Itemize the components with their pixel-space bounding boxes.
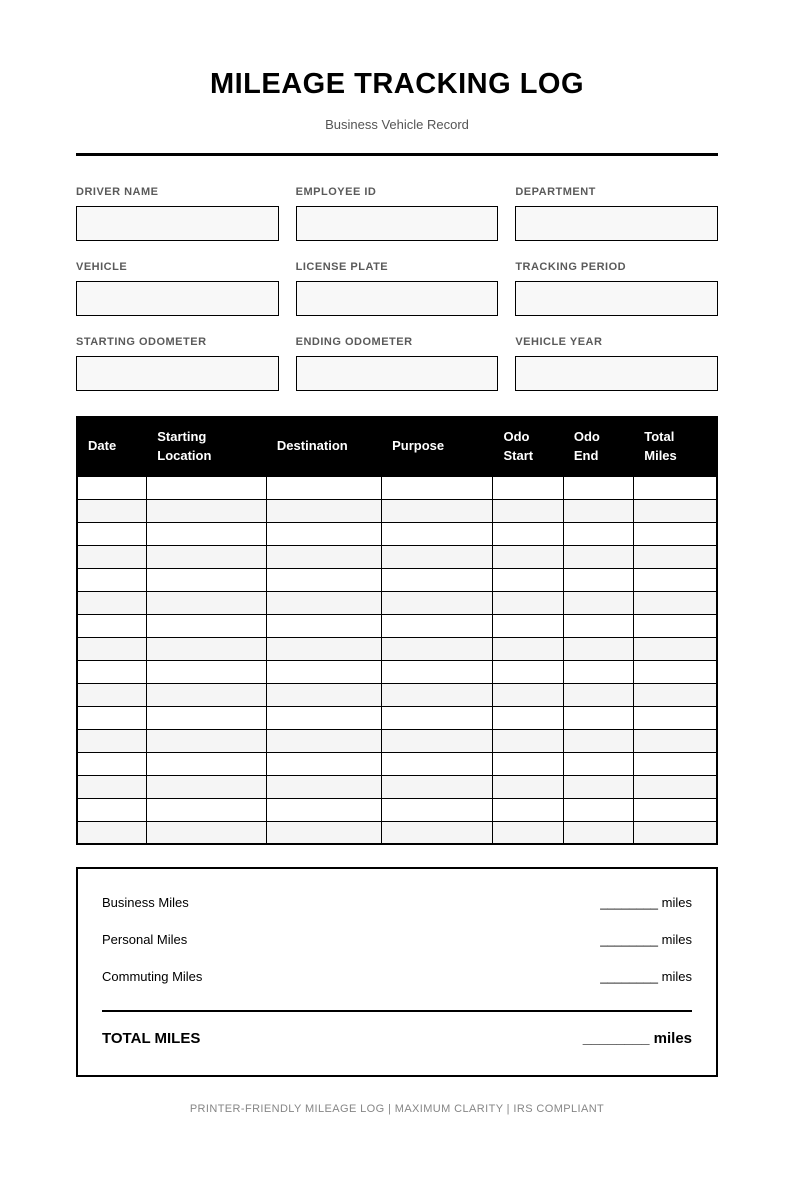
log-cell[interactable]	[147, 798, 267, 821]
log-cell[interactable]	[493, 591, 563, 614]
log-cell[interactable]	[266, 798, 381, 821]
log-cell[interactable]	[634, 752, 717, 775]
miles-summary-box	[76, 867, 718, 1077]
license-plate-input[interactable]	[296, 281, 499, 316]
log-cell[interactable]	[563, 821, 633, 844]
log-cell[interactable]	[634, 591, 717, 614]
log-table-body	[77, 476, 717, 844]
log-cell[interactable]	[563, 752, 633, 775]
log-cell[interactable]	[266, 637, 381, 660]
vehicle-year-input[interactable]	[515, 356, 718, 391]
log-cell[interactable]	[147, 706, 267, 729]
log-row	[77, 752, 717, 775]
starting-odometer-input[interactable]	[76, 356, 279, 391]
log-cell[interactable]	[634, 568, 717, 591]
log-cell[interactable]	[382, 522, 493, 545]
field-department	[515, 186, 718, 241]
log-cell[interactable]	[493, 476, 563, 499]
log-row	[77, 706, 717, 729]
total-miles-label: TOTAL MILES	[102, 1030, 201, 1047]
log-cell[interactable]	[563, 683, 633, 706]
log-cell[interactable]	[266, 545, 381, 568]
log-cell[interactable]	[634, 683, 717, 706]
log-row	[77, 775, 717, 798]
log-cell[interactable]	[634, 476, 717, 499]
personal-miles-blank[interactable]: ________ miles	[600, 932, 692, 947]
log-cell[interactable]	[147, 591, 267, 614]
log-cell[interactable]	[77, 568, 147, 591]
field-starting-odometer	[76, 336, 279, 391]
page-footer: PRINTER-FRIENDLY MILEAGE LOG | MAXIMUM CLARITY | IRS COMPLIANT	[189, 1103, 605, 1115]
field-ending-odometer	[296, 336, 499, 391]
info-field-grid	[76, 186, 718, 391]
commuting-miles-label: Commuting Miles	[102, 969, 203, 984]
log-row	[77, 499, 717, 522]
log-cell[interactable]	[266, 476, 381, 499]
log-cell[interactable]	[382, 545, 493, 568]
log-cell[interactable]	[77, 637, 147, 660]
log-cell[interactable]	[634, 775, 717, 798]
log-cell[interactable]	[634, 637, 717, 660]
column-header-date: Date	[77, 417, 147, 476]
log-cell[interactable]	[147, 499, 267, 522]
log-cell[interactable]	[147, 775, 267, 798]
log-cell[interactable]	[634, 729, 717, 752]
title-divider	[76, 153, 718, 156]
log-cell[interactable]	[77, 522, 147, 545]
summary-row-total	[102, 1030, 692, 1047]
field-tracking-period	[515, 261, 718, 316]
personal-miles-label: Personal Miles	[102, 932, 188, 947]
log-cell[interactable]	[493, 775, 563, 798]
log-row	[77, 637, 717, 660]
log-row	[77, 821, 717, 844]
field-vehicle-year	[515, 336, 718, 391]
log-cell[interactable]	[493, 729, 563, 752]
log-row	[77, 522, 717, 545]
page-title: MILEAGE TRACKING LOG	[209, 68, 585, 100]
field-label-license-plate: LICENSE PLATE	[295, 261, 389, 273]
log-cell[interactable]	[563, 591, 633, 614]
log-cell[interactable]	[493, 752, 563, 775]
log-cell[interactable]	[266, 499, 381, 522]
log-cell[interactable]	[266, 683, 381, 706]
summary-row-commuting	[102, 969, 692, 984]
log-cell[interactable]	[266, 522, 381, 545]
log-cell[interactable]	[563, 660, 633, 683]
log-cell[interactable]	[77, 660, 147, 683]
log-row	[77, 660, 717, 683]
log-cell[interactable]	[493, 706, 563, 729]
log-cell[interactable]	[77, 729, 147, 752]
log-row	[77, 568, 717, 591]
log-cell[interactable]	[382, 729, 493, 752]
page-subtitle: Business Vehicle Record	[325, 117, 469, 132]
log-cell[interactable]	[563, 476, 633, 499]
field-label-starting-odometer: STARTING ODOMETER	[76, 336, 207, 348]
log-row	[77, 545, 717, 568]
log-cell[interactable]	[147, 821, 267, 844]
log-cell[interactable]	[382, 775, 493, 798]
log-cell[interactable]	[77, 821, 147, 844]
log-cell[interactable]	[382, 683, 493, 706]
log-cell[interactable]	[382, 752, 493, 775]
log-cell[interactable]	[147, 522, 267, 545]
log-cell[interactable]	[382, 821, 493, 844]
log-cell[interactable]	[634, 522, 717, 545]
department-input[interactable]	[515, 206, 718, 241]
mileage-log-table	[76, 416, 718, 845]
summary-row-business	[102, 895, 692, 910]
log-cell[interactable]	[147, 476, 267, 499]
log-cell[interactable]	[77, 752, 147, 775]
log-cell[interactable]	[77, 476, 147, 499]
vehicle-input[interactable]	[76, 281, 279, 316]
log-cell[interactable]	[634, 706, 717, 729]
log-cell[interactable]	[493, 821, 563, 844]
log-cell[interactable]	[77, 545, 147, 568]
log-cell[interactable]	[77, 499, 147, 522]
log-cell[interactable]	[77, 614, 147, 637]
log-cell[interactable]	[266, 821, 381, 844]
total-miles-blank[interactable]: ________ miles	[582, 1030, 692, 1047]
log-cell[interactable]	[77, 775, 147, 798]
log-cell[interactable]	[266, 775, 381, 798]
log-cell[interactable]	[266, 706, 381, 729]
employee-id-input[interactable]	[296, 206, 499, 241]
log-cell[interactable]	[634, 660, 717, 683]
log-cell[interactable]	[382, 568, 493, 591]
log-cell[interactable]	[266, 568, 381, 591]
field-label-tracking-period: TRACKING PERIOD	[515, 261, 627, 273]
log-cell[interactable]	[563, 775, 633, 798]
field-license-plate	[296, 261, 499, 316]
log-cell[interactable]	[563, 614, 633, 637]
log-cell[interactable]	[382, 476, 493, 499]
summary-divider	[102, 1010, 692, 1012]
log-cell[interactable]	[77, 591, 147, 614]
log-cell[interactable]	[634, 545, 717, 568]
log-cell[interactable]	[147, 660, 267, 683]
business-miles-label: Business Miles	[102, 895, 189, 910]
log-cell[interactable]	[634, 499, 717, 522]
column-header-odo-end: Odo End	[563, 417, 633, 476]
log-cell[interactable]	[634, 798, 717, 821]
log-cell[interactable]	[147, 683, 267, 706]
field-vehicle	[76, 261, 279, 316]
field-employee-id	[296, 186, 499, 241]
business-miles-blank[interactable]: ________ miles	[600, 895, 692, 910]
log-cell[interactable]	[493, 683, 563, 706]
log-cell[interactable]	[147, 545, 267, 568]
log-cell[interactable]	[266, 729, 381, 752]
column-header-destination: Destination	[266, 417, 381, 476]
log-cell[interactable]	[493, 614, 563, 637]
log-cell[interactable]	[563, 522, 633, 545]
ending-odometer-input[interactable]	[296, 356, 499, 391]
log-cell[interactable]	[382, 591, 493, 614]
log-cell[interactable]	[563, 545, 633, 568]
log-cell[interactable]	[493, 499, 563, 522]
commuting-miles-blank[interactable]: ________ miles	[600, 969, 692, 984]
log-cell[interactable]	[563, 568, 633, 591]
log-cell[interactable]	[382, 637, 493, 660]
tracking-period-input[interactable]	[515, 281, 718, 316]
column-header-purpose: Purpose	[382, 417, 493, 476]
log-cell[interactable]	[266, 614, 381, 637]
log-cell[interactable]	[266, 752, 381, 775]
log-cell[interactable]	[147, 729, 267, 752]
log-cell[interactable]	[634, 821, 717, 844]
driver-name-input[interactable]	[76, 206, 279, 241]
log-cell[interactable]	[563, 729, 633, 752]
log-cell[interactable]	[634, 614, 717, 637]
log-cell[interactable]	[563, 637, 633, 660]
log-cell[interactable]	[382, 614, 493, 637]
field-driver-name	[76, 186, 279, 241]
log-cell[interactable]	[382, 499, 493, 522]
log-cell[interactable]	[493, 660, 563, 683]
field-label-driver-name: DRIVER NAME	[76, 186, 159, 198]
log-row	[77, 729, 717, 752]
log-row	[77, 683, 717, 706]
column-header-total-miles: Total Miles	[634, 417, 717, 476]
log-cell[interactable]	[382, 798, 493, 821]
log-cell[interactable]	[147, 614, 267, 637]
log-cell[interactable]	[382, 706, 493, 729]
log-table-header-row	[77, 417, 717, 476]
log-cell[interactable]	[382, 660, 493, 683]
log-row	[77, 798, 717, 821]
log-cell[interactable]	[493, 545, 563, 568]
log-cell[interactable]	[493, 568, 563, 591]
log-row	[77, 591, 717, 614]
log-cell[interactable]	[77, 798, 147, 821]
log-cell[interactable]	[493, 637, 563, 660]
field-label-ending-odometer: ENDING ODOMETER	[295, 336, 413, 348]
summary-row-personal	[102, 932, 692, 947]
field-label-vehicle-year: VEHICLE YEAR	[515, 336, 603, 348]
log-cell[interactable]	[563, 706, 633, 729]
log-cell[interactable]	[77, 683, 147, 706]
column-header-starting-location: Starting Location	[147, 417, 267, 476]
log-cell[interactable]	[563, 499, 633, 522]
field-label-employee-id: EMPLOYEE ID	[295, 186, 377, 198]
field-label-department: DEPARTMENT	[515, 186, 596, 198]
log-cell[interactable]	[147, 752, 267, 775]
log-cell[interactable]	[266, 591, 381, 614]
log-cell[interactable]	[147, 568, 267, 591]
log-row	[77, 614, 717, 637]
log-cell[interactable]	[493, 798, 563, 821]
log-cell[interactable]	[493, 522, 563, 545]
log-row	[77, 476, 717, 499]
log-cell[interactable]	[563, 798, 633, 821]
field-label-vehicle: VEHICLE	[76, 261, 128, 273]
log-cell[interactable]	[147, 637, 267, 660]
log-cell[interactable]	[266, 660, 381, 683]
column-header-odo-start: Odo Start	[493, 417, 563, 476]
log-cell[interactable]	[77, 706, 147, 729]
